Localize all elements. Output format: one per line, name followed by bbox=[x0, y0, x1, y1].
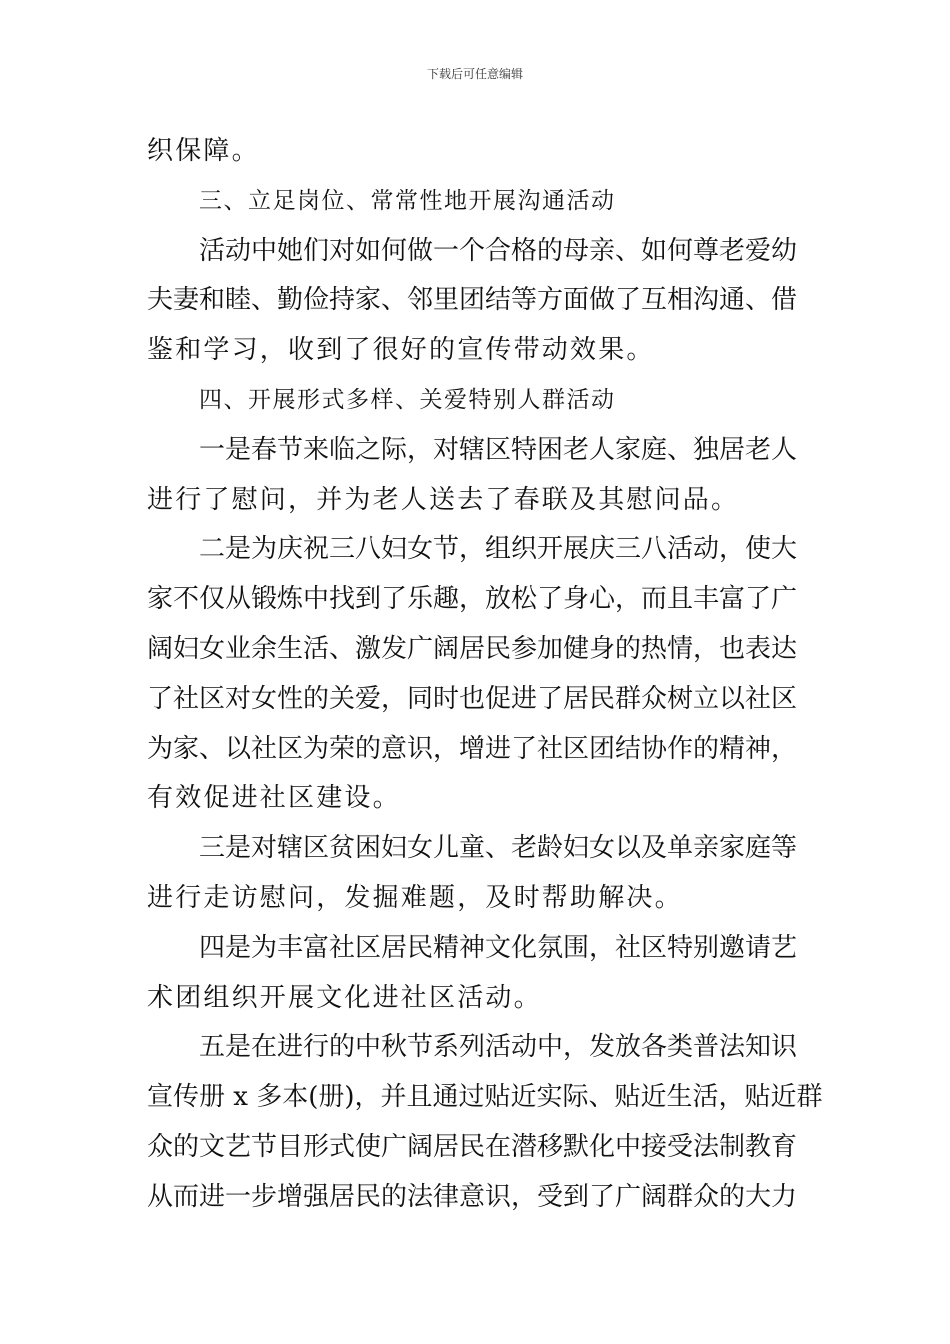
text-line: 五是在进行的中秋节系列活动中，发放各类普法知识 bbox=[199, 1032, 798, 1063]
text-line: 夫妻和睦、勤俭持家、邻里团结等方面做了互相沟通、借 bbox=[147, 285, 798, 316]
text-line: 进行了慰问，并为老人送去了春联及其慰问品。 bbox=[147, 484, 740, 515]
section-heading: 三、立足岗位、常常性地开展沟通活动 bbox=[199, 187, 616, 214]
text-line: 阔妇女业余生活、激发广阔居民参加健身的热情，也表达 bbox=[147, 633, 798, 664]
text-line: 四是为丰富社区居民精神文化氛围，社区特别邀请艺 bbox=[199, 932, 798, 963]
text-line: 众的文艺节目形式使广阔居民在潜移默化中接受法制教育 bbox=[147, 1131, 798, 1162]
text-line: 家不仅从锻炼中找到了乐趣，放松了身心，而且丰富了广 bbox=[147, 584, 798, 615]
text-line: 三是对辖区贫困妇女儿童、老龄妇女以及单亲家庭等 bbox=[199, 833, 798, 864]
document-body bbox=[147, 127, 823, 1223]
text-line: 活动中她们对如何做一个合格的母亲、如何尊老爱幼 bbox=[199, 235, 798, 266]
text-line: 进行走访慰问，发掘难题，及时帮助解决。 bbox=[147, 882, 683, 913]
text-line: 从而进一步增强居民的法律意识，受到了广阔群众的大力 bbox=[147, 1181, 798, 1212]
text-line: 有效促进社区建设。 bbox=[147, 783, 401, 814]
text-line: 二是为庆祝三八妇女节，组织开展庆三八活动，使大 bbox=[199, 534, 798, 565]
text-line: 为家、以社区为荣的意识，增进了社区团结协作的精神， bbox=[147, 733, 798, 764]
text-line: 织保障。 bbox=[147, 136, 260, 166]
text-line: 了社区对女性的关爱，同时也促进了居民群众树立以社区 bbox=[147, 683, 798, 714]
text-line: 一是春节来临之际，对辖区特困老人家庭、独居老人 bbox=[199, 434, 798, 465]
text-line: 术团组织开展文化进社区活动。 bbox=[147, 982, 542, 1013]
text-line: 宣传册 x 多本(册)，并且通过贴近实际、贴近生活，贴近群 bbox=[147, 1082, 823, 1113]
text-line: 鉴和学习，收到了很好的宣传带动效果。 bbox=[147, 335, 655, 366]
section-heading: 四、开展形式多样、关爱特别人群活动 bbox=[199, 386, 616, 413]
page-header: 下载后可任意编辑 bbox=[426, 67, 523, 81]
